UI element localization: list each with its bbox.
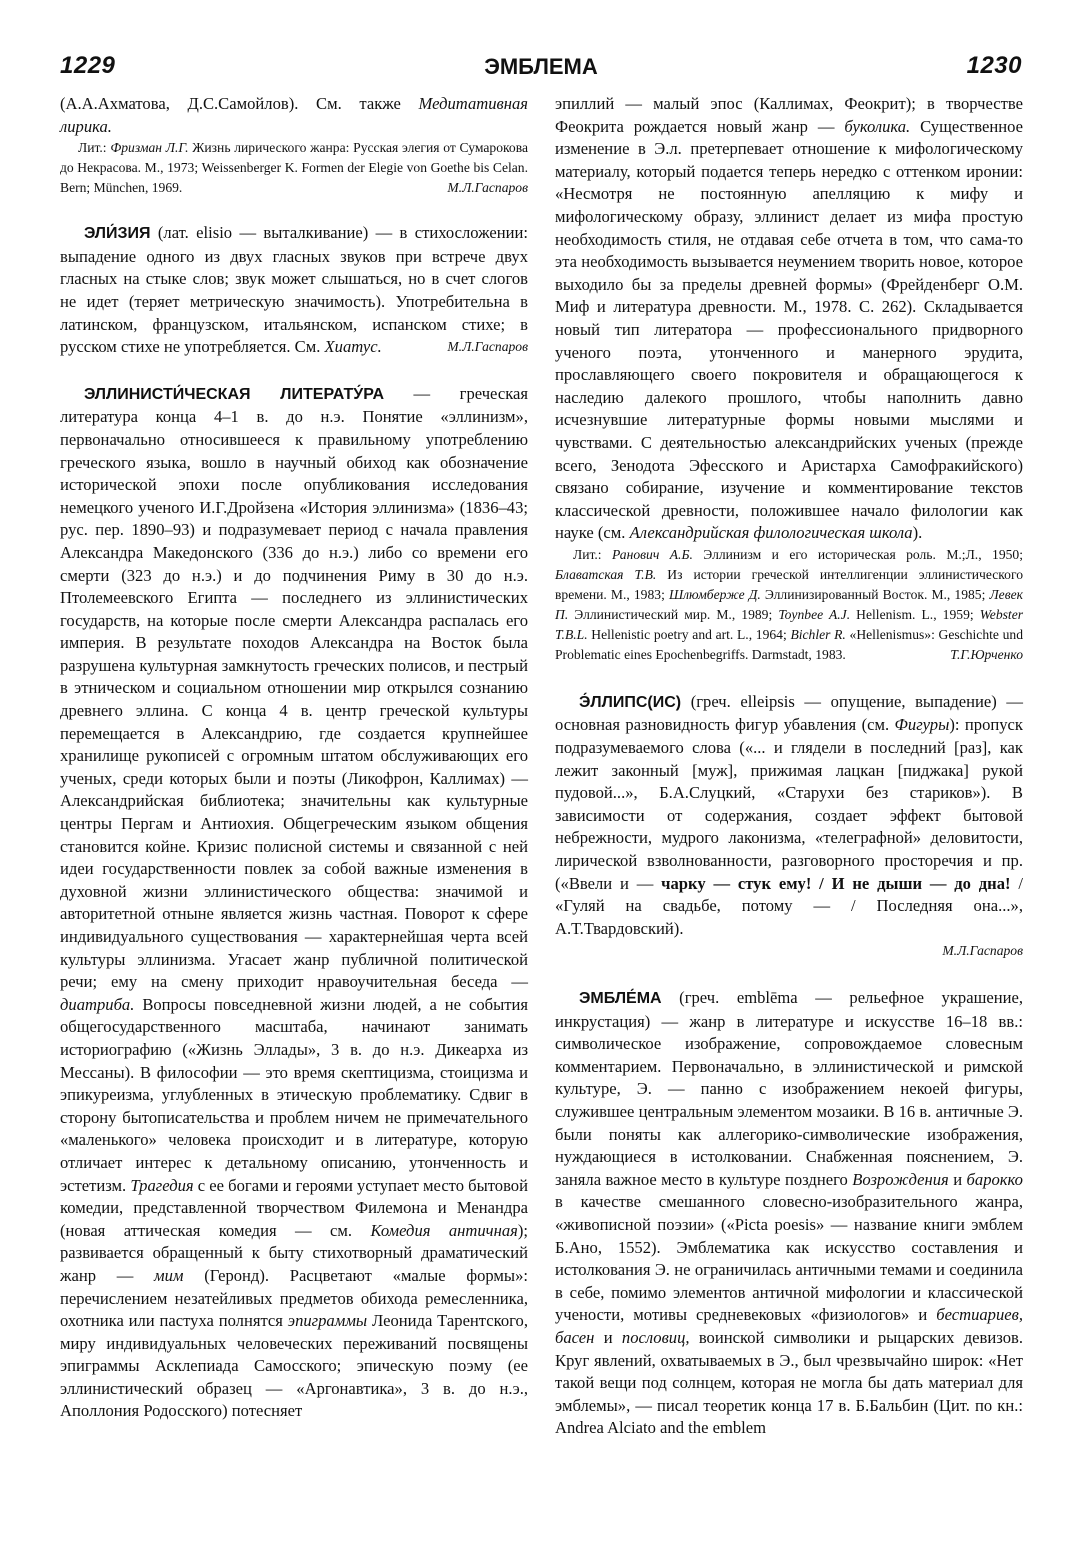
running-title: ЭМБЛЕМА — [484, 54, 598, 79]
headword: Э́ЛЛИПС(ИС) — [579, 693, 682, 711]
entry-ellipsis: Э́ЛЛИПС(ИС) (греч. elleipsis — опущение, выпадение) — основная разновидность фигур убавления (см. Фигуры): пропуск подразумеваемого слова («... и глядели в последний [раз], как лежит законный [муж], прижимая лацкан [пиджака] рукой пудовой...», Б.А.Слуцкий, «Старухи без стариков»). В зависимости от содержания, создает эффект бытовой небрежности, мудрого лаконизма, «телеграфной» деловитости, лирической взволнованности, разговорного просторечия и пр. («Ввели и — чарку — стук ему! / И не дыши — до дна! / «Гуляй на свадьбе, потому — / Последняя она...», А.Т.Твардовский). — [555, 691, 1024, 938]
right-page-number: 1230 — [966, 52, 1022, 79]
headword: ЭЛЛИНИСТИ́ЧЕСКАЯ ЛИТЕРАТУ́РА — [84, 385, 385, 403]
cross-reference: Фигуры — [894, 715, 950, 735]
continued-text: (А.А.Ахматова, Д.С.Самойлов). См. также Медитативная лирика. — [60, 94, 528, 136]
left-column — [60, 93, 528, 1423]
author-signature: М.Л.Гаспаров — [447, 339, 528, 355]
headword: ЭМБЛЕ́МА — [579, 990, 662, 1007]
left-page-number: 1229 — [60, 52, 116, 79]
cross-reference: Хиатус. — [324, 337, 382, 357]
author-signature: Т.Г.Юрченко — [950, 646, 1023, 662]
entry-hellenistic-literature: ЭЛЛИНИСТИ́ЧЕСКАЯ ЛИТЕРАТУ́РА — греческая литература конца 4–1 в. до н.э. Понятие «эллинизм», первоначально относившееся к правильному употреблению греческого языка, вошло в научный обиход как обозначение исторической эпохи после опубликования исследования немецкого ученого И.Г.Дройзена «История эллинизма» (1836–43; рус. пер. 1890–93) и подразумевает период с начала правления Александра Македонского (336 до н.э.) либо со времени его смерти (323 до н.э.) и до подчинения Риму в 30 до н.э. Птолемеевского Египта — последнего из эллинистических государств, на которые после смерти Александра распалась его империя. В результате походов Александра на Восток была разрушена культурная замкнутость греческих полисов, и пестрый в этническом и социальном отношении мир открылся сознанию древнего эллина. С конца 4 в. центр греческой культуры перемещается в Александрию, где создается крупнейшее хранилище рукописей с огромным штатом обслуживающих его ученых, среди которых были и поэты (Ликофрон, Каллимах) — Александрийская библиотека; значительны как культурные центры Пергам и Антиохия. Общегреческим языком общения становится койне. Кризис полисной системы и связанной с ней идеи государственности повлек за собой важные изменения в духовной жизни эллинистического общества: значимой и авторитетной отныне является жизнь частная. Поворот к сфере индивидуального существования — характернейшая черта всей культуры эллинизма. Угасает жанр публичной политической речи; ему на смену приходит нравоучительная беседа — диатриба. Вопросы повседневной жизни людей, а не события общегосударственного масштаба, начинают занимать историографию («Жизнь Эллады», 3 в. до н.э. Дикеарха из Мессаны). В философии — это время скептицизма, стоицизма и эпикуреизма, углубленных в этическую проблематику. Сдвиг в сторону бытописательства и проблем ничем не примечательного «маленького» человека происходит и в литературе, которую отличает интерес к детальному описанию, утонченность и эстетизм. Трагедия с ее богами и героями уступает место бытовой комедии, представленной творчеством Филемона и Менандра (новая аттическая комедия — см. Комедия античная); развивается обращенный к быту стихотворный драматический жанр — мим (Геронд). Расцветают «малые формы»: перечислением незатейливых предметов обихода ремесленника, охотника или пастуха полнятся эпиграммы Леонида Тарентского, миру индивидуальных человеческих переживаний посвящены эпиграммы Асклепиада Самосского; эпическую поэму (ее эллинистический образец — «Аргонавтика», 3 в. до н.э., Аполлония Родосского) потесняет — [60, 383, 528, 1421]
entry-elision: ЭЛИ́ЗИЯ (лат. elisio — выталкивание) — в стихосложении: выпадение одного из двух гласных звуков при встрече двух гласных на стыке слов; звук может слышаться, но в счет слогов не идет (теряет метрическую значимость). Употребительна в латинском, французском, итальянском, испанском стихе; в русском стихе не употребляется. См. Хиатус. М.Л.Гаспаров — [60, 222, 528, 359]
literature-list: Лит.: Фризман Л.Г. Жизнь лирического жанра: Русская элегия от Сумарокова до Некрасова. М., 1973; Weissenberger K. Formen der Elegie von Goethe bis Celan. Bern; München, 1969. М.Л.Гаспаров — [60, 138, 528, 198]
cross-reference: Александрийская филологическая школа — [629, 523, 913, 543]
literature-list: Лит.: Ранович А.Б. Эллинизм и его историческая роль. М.;Л., 1950; Блаватская Т.В. Из истории греческой интеллигенции эллинистического времени. М., 1983; Шлюмберже Д. Эллинизированный Восток. М., 1985; Левек П. Эллинистический мир. М., 1989; Toynbee A.J. Hellenism. L., 1959; Webster T.B.L. Hellenistic poetry and art. L., 1964; Bichler R. «Hellenismus»: Geschichte und Problematic eines Epochenbegriffs. Darmstadt, 1983. Т.Г.Юрченко — [555, 545, 1023, 665]
author-signature: М.Л.Гаспаров — [447, 180, 528, 196]
headword: ЭЛИ́ЗИЯ — [84, 225, 151, 243]
author-signature: М.Л.Гаспаров — [942, 943, 1023, 959]
continued-text: эпиллий — малый эпос (Каллимах, Феокрит); в творчестве Феокрита рождается новый жанр — буколика. Существенное изменение в Э.л. претерпевает отношение к мифологическому материалу, который подается теперь нередко с оттенком иронии: «Несмотря не постоянную апелляцию к мифу и мифологическому образу, эллинист делает из мифа простую необходимость стиля, не отдавая себе отчета в том, что сама-то эта необходимость вызывается неумением творить новое, которое выходило бы за пределы древней формы» (Фрейденберг О.М. Миф и литература древности. М., 1978. С. 262). Складывается новый тип литератора — профессионального придворного ученого поэта, утонченного и манерного эрудита, прославляющего своего покровителя и обращающегося к наследию далекого прошлого, чтобы наполнить давно исчезнувшие литературные формы новыми мыслями и чувствами. С деятельностью александрийских ученых (прежде всего, Зенодота Эфесского и Аристарха Самофракийского) связано собирание, изучение и комментирование текстов классической древности, положившее начало филологии как науке (см. Александрийская филологическая школа). — [555, 94, 1023, 543]
right-column — [555, 93, 1023, 1440]
entry-emblem: ЭМБЛЕ́МА (греч. emblēma — рельефное украшение, инкрустация) — жанр в литературе и искусстве 16–18 вв.: символическое изображение, сопровождаемое словесным комментарием. Первоначально, в эллинистической и римской культуре, Э. — панно с изображением некоей фигуры, служившее центральным элементом мозаики. В 16 в. античные Э. были поняты как аллегорико-символические изображения, нуждающиеся в истолковании. Снабженная пояснением, Э. заняла важное место в культуре позднего Возрождения и барокко в качестве смешанного словесно-изобразительного жанра, «живописной поэзии» («Picta poesis» — название книги эмблем Б.Ано, 1552). Эмблематика как искусство составления и истолкования Э. не ограничилась античными темами и соединила в себе, помимо элементов античной мифологии и классической учености, мотивы средневековых «физиологов» и бестиариев, басен и пословиц, воинской символики и рыцарских девизов. Круг явлений, охватываемых в Э., был чрезвычайно широк: «Нет такой вещи под солнцем, которая не могла бы дать материал для эмблемы», — писал теоретик конца 17 в. Б.Бальбин (Цит. по кн.: Andrea Alciato and the emblem — [555, 988, 1023, 1438]
running-header — [60, 52, 1022, 92]
cross-reference: Медитативная лирика. — [60, 94, 528, 136]
